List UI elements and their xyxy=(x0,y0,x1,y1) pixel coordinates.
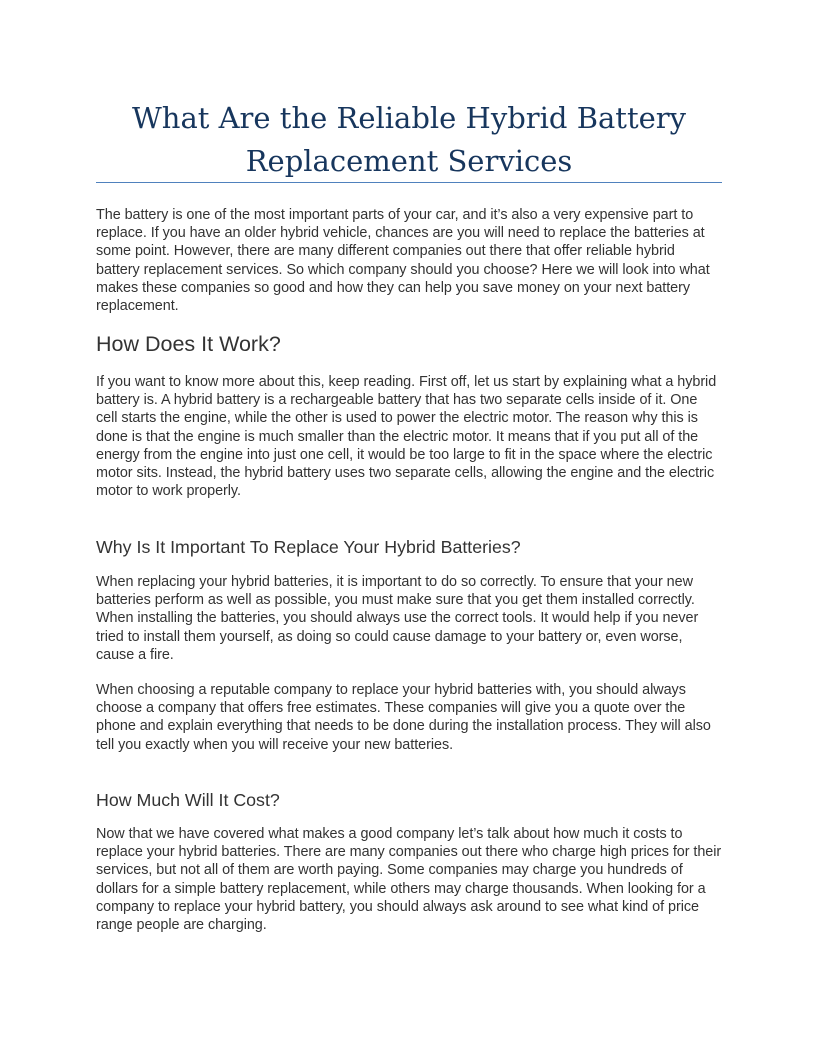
paragraph-how-much-cost: Now that we have covered what makes a good company let’s talk about how much it costs to replace your hybrid batteries. There are many companies out there who charge high prices for their services, but not all of them are worth paying. Some companies may charge you hundreds of dollars for a simple battery replacement, while others may charge thousands. When looking for a company to replace your hybrid battery, you should always ask around to see what kind of price range people are charging. xyxy=(96,826,722,934)
paragraph-why-replace-2: When choosing a reputable company to replace your hybrid batteries with, you should always choose a company that offers free estimates. These companies will give you a quote over the phone and explain everything that needs to be done during the installation process. They will also tell you exactly when you will receive your new batteries. xyxy=(96,682,711,753)
document-title: What Are the Reliable Hybrid Battery Replacement Services xyxy=(131,101,687,178)
section-heading-how-does-it-work: How Does It Work? xyxy=(96,332,281,356)
section-heading-why-replace: Why Is It Important To Replace Your Hybrid Batteries? xyxy=(96,537,521,557)
paragraph-why-replace-1: When replacing your hybrid batteries, it is important to do so correctly. To ensure that your new batteries perform as well as possible, you must make sure that you get them installed correctly. When installing the batteries, you should always use the correct tools. It would help if you never tried to install them yourself, as doing so could cause damage to your battery or, even worse, cause a fire. xyxy=(96,574,699,663)
paragraph-how-does-it-work: If you want to know more about this, keep reading. First off, let us start by explaining what a hybrid battery is. A hybrid battery is a rechargeable battery that has two separate cells inside of it. One cell starts the engine, while the other is used to power the electric motor. The reason why this is done is that the engine is much smaller than the electric motor. It means that if you put all of the energy from the engine into just one cell, it would be too large to fit in the space where the electric motor sits. Instead, the hybrid battery uses two separate cells, allowing the engine and the electric motor to work properly. xyxy=(96,374,717,500)
section-heading-how-much-cost: How Much Will It Cost? xyxy=(96,790,280,810)
intro-paragraph: The battery is one of the most important parts of your car, and it’s also a very expensive part to replace. If you have an older hybrid vehicle, chances are you will need to replace the batteries at some point. However, there are many different companies out there that offer reliable hybrid battery replacement services. So which company should you choose? Here we will look into what makes these companies so good and how they can help you save money on your next battery replacement. xyxy=(96,207,710,315)
title-underline-divider xyxy=(96,182,722,183)
